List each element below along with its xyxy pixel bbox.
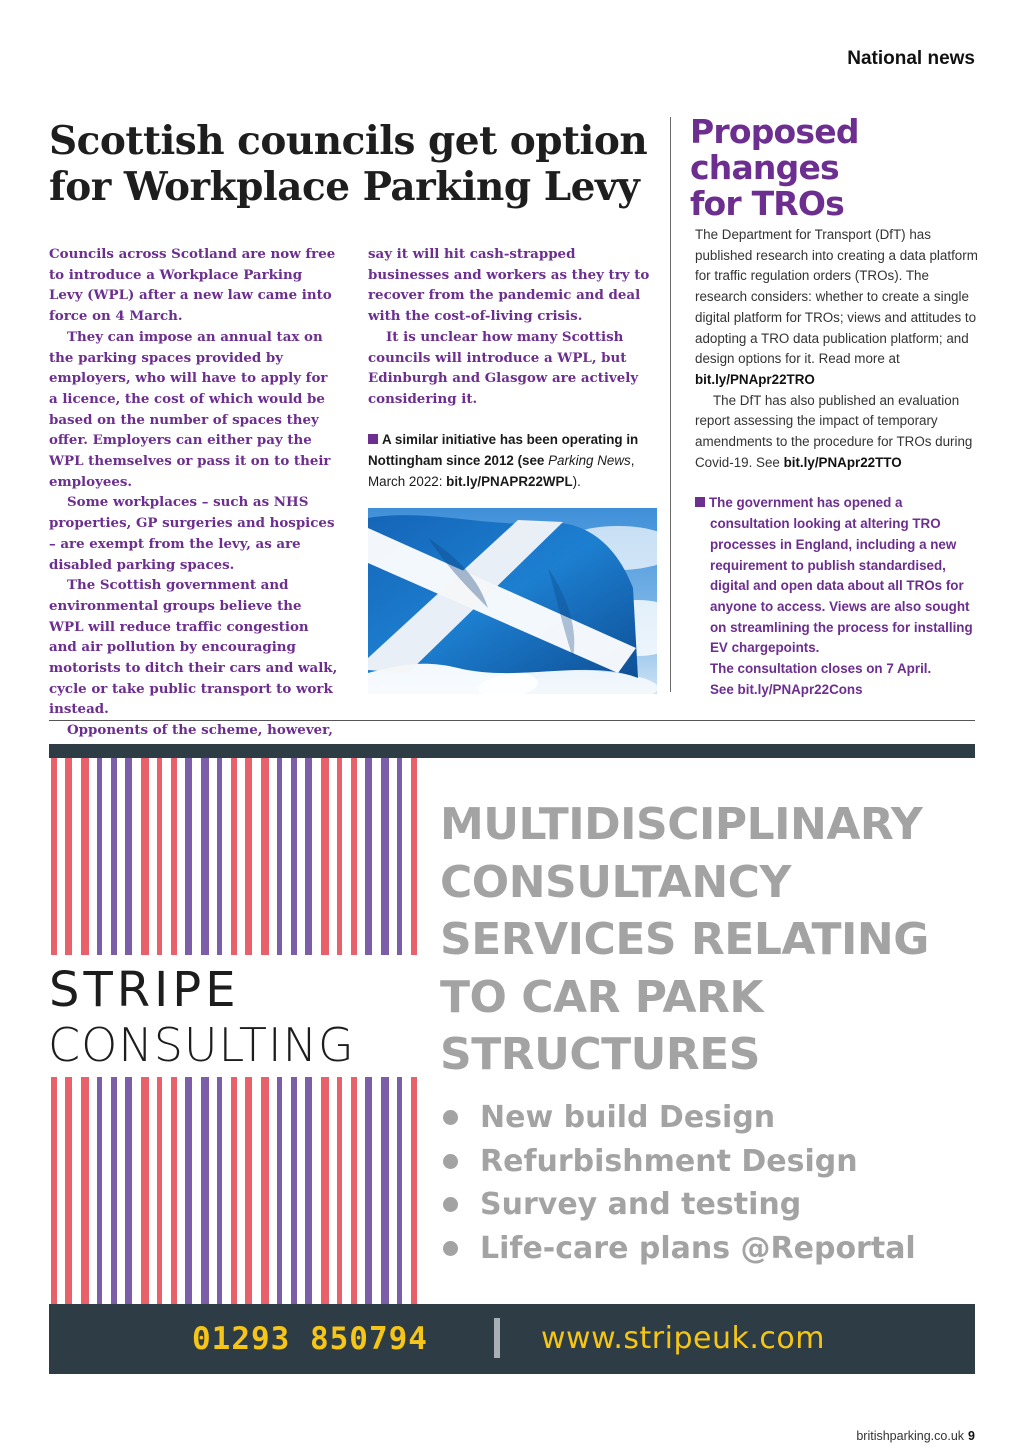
logo-consulting-text: CONSULTING: [48, 1018, 355, 1072]
page-number: 9: [968, 1429, 975, 1443]
flag-illustration: [368, 508, 657, 694]
article-paragraph: They can impose an annual tax on the parking spaces provided by employers, who will have to apply for a licence, the cost of which would be based on the number of spaces they offer. Employers can either pay the WPL themselves or pass it on to their employees.: [49, 328, 331, 490]
sidebar-paragraph: The Department for Transport (DfT) has published research into creating a data platform for traffic regulation orders (TROs). The research considers: whether to create a single digital platform for TROs; views and attitudes to adopting a TRO data publication platform; and design options for it. Read more at bit.ly/PNApr22TRO: [695, 227, 978, 387]
article-paragraph: say it will hit cash-strapped businesses and workers as they try to recover from the pandemic and deal with the cost-of-living crisis.: [368, 246, 650, 325]
sidebar-body: [695, 225, 980, 700]
ad-separator: [494, 1318, 500, 1358]
note-link[interactable]: bit.ly/PNAPR22WPL: [446, 473, 573, 489]
article-paragraph: The Scottish government and environmental groups believe the WPL will reduce traffic congestion and air pollution by encouraging motorists to ditch their cars and walk, cycle or take public transport to work instead.: [49, 577, 338, 718]
sidebar-paragraph: The DfT has also published an evaluation report assessing the impact of temporary amendments to the procedure for TROs during Covid-19. See bit.ly/PNApr22TTO: [695, 392, 973, 470]
ad-website-link[interactable]: www.stripeuk.com: [541, 1321, 825, 1356]
sidebar-link[interactable]: bit.ly/PNApr22TRO: [695, 371, 815, 387]
bullet-square-icon: [368, 434, 378, 444]
article-headline: [49, 118, 649, 210]
section-divider: [49, 720, 975, 721]
logo-stripe-text: STRIPE: [49, 962, 240, 1018]
footer-site: britishparking.co.uk: [856, 1429, 965, 1443]
bullet-dot-icon: [443, 1154, 458, 1169]
section-label: National news: [847, 48, 975, 69]
headline-line-2: for Workplace Parking Levy: [49, 164, 640, 210]
column-divider: [670, 117, 671, 692]
article-column-1: [49, 244, 339, 741]
scottish-flag-photo: [368, 508, 657, 694]
bullet-dot-icon: [443, 1197, 458, 1212]
sidebar-link[interactable]: bit.ly/PNApr22Cons: [737, 681, 863, 697]
page-footer: [856, 1429, 975, 1443]
bullet-dot-icon: [443, 1241, 458, 1256]
bullet-square-icon: [695, 497, 705, 507]
sidebar-bullet: The government has opened a consultation looking at altering TRO processes in England, including a new requirement to publish standardised, digital and open data about all TROs for anyone to access. Views are also sought on streamlining the process for installing EV chargepoints. The consultation closes on 7 April. See bit.ly/PNApr22Cons: [695, 493, 980, 700]
ad-phone-number[interactable]: 01293 850794: [192, 1321, 428, 1357]
bullet-dot-icon: [443, 1110, 458, 1125]
service-item: Survey and testing: [440, 1183, 916, 1227]
service-item: Life-care plans @Reportal: [440, 1227, 916, 1271]
article-paragraph: Some workplaces – such as NHS properties, GP surgeries and hospices – are exempt from the levy, as are disabled parking spaces.: [49, 494, 335, 573]
article-column-2: [368, 244, 657, 492]
headline-line-1: Scottish councils get option: [49, 118, 648, 164]
ad-contact-bar: [49, 1304, 975, 1374]
related-note: A similar initiative has been operating in Nottingham since 2012 (see Parking News, March 2022: bit.ly/PNAPR22WPL).: [368, 432, 639, 489]
article-paragraph: It is unclear how many Scottish councils will introduce a WPL, but Edinburgh and Glasgow are actively considering it.: [368, 328, 639, 407]
article-paragraph: Opponents of the scheme, however,: [67, 722, 333, 739]
ad-top-bar: [49, 744, 975, 758]
service-item: New build Design: [440, 1096, 916, 1140]
ad-services-list: [440, 1096, 916, 1270]
ad-headline: MULTIDISCIPLINARY CONSULTANCY SERVICES RELATING TO CAR PARK STRUCTURES: [440, 799, 929, 1080]
sidebar-link[interactable]: bit.ly/PNApr22TTO: [783, 454, 902, 470]
sidebar-title: Proposed changes for TROs: [690, 112, 859, 223]
service-item: Refurbishment Design: [440, 1140, 916, 1184]
article-paragraph: Councils across Scotland are now free to introduce a Workplace Parking Levy (WPL) after a new law came into force on 4 March.: [49, 246, 336, 325]
